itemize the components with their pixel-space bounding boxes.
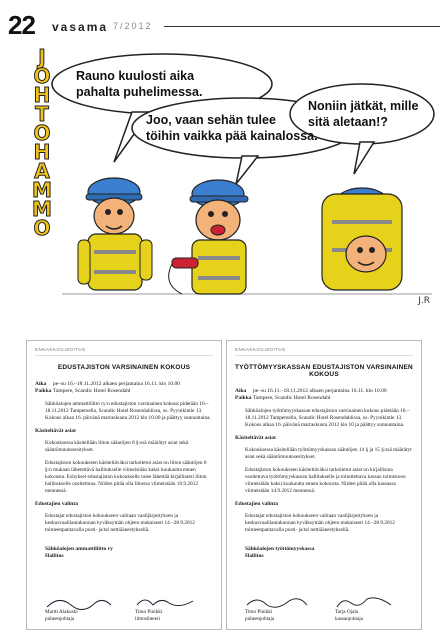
magazine-name: vasama [52, 20, 109, 34]
comic-strip [22, 44, 436, 310]
artist-mark: J.R [418, 296, 430, 306]
comic-illustration [22, 44, 436, 310]
bubble1-line2: pahalta puhelimessa. [76, 85, 203, 99]
notice-body: Sähköalojen ammattiliitto ry:n edustajiston varsinainen kokous pidetään 16.–18.11.2012 Tampereella, Scandic Hotel Rosendahlissa, os. Pyynikintie 13. Kokous alkaa 16. päivänä marraskuuta 2012 klo 10.00 ja päättyy sunnuntaina. [45, 401, 211, 421]
signers: Martti Alakoski puheenjohtaja Timo Pinikki liittosihteeri [45, 609, 163, 622]
notice-kicker: ENNAKKOILMOITUS [35, 347, 213, 356]
bubble2-line2: töihin vaikka pää kainalossa. [146, 129, 318, 143]
page-number: 22 [8, 10, 35, 40]
page-header [8, 10, 440, 44]
notice-body: Sähköalojen työttömyyskassan edustajiston varsinainen kokous pidetään 16.–18.11.2012 Tampereella, Scandic Hotel Rosendahlissa, os. Pyynikintie 13. Kokous alkaa 16. päivänä marraskuuta 2012 klo 10 ja päättyy sunnuntaina. [245, 408, 410, 428]
bubble1-line1: Rauno kuulosti aika [76, 69, 195, 83]
bubble3-line1: Noniin jätkät, mille [308, 99, 419, 113]
notice-subheading-election: Edustajien valinta [235, 501, 278, 507]
bubble3-line2: sitä aletaan!? [308, 115, 388, 129]
notice-kicker: ENNAKKOILMOITUS [235, 347, 413, 356]
bubble2-line1: Joo, vaan sehän tulee [146, 113, 276, 127]
notice-title: TYÖTTÖMYYSKASSAN EDUSTAJISTON VARSINAINEN KOKOUS [235, 364, 413, 378]
notice-subheading-matters: Käsiteltävät asiat [35, 428, 76, 434]
issue-number: 7/2012 [113, 21, 153, 31]
notice-subheading-election: Edustajien valinta [35, 501, 78, 507]
worker-right [322, 188, 402, 290]
notice-subheading-matters: Käsiteltävät asiat [235, 435, 276, 441]
worker-middle [169, 180, 248, 294]
notice-place-row: Paikka Tampere, Scandic Hotel Rosendahl [235, 395, 331, 401]
notice-fund-assembly: ENNAKKOILMOITUS TYÖTTÖMYYSKASSAN EDUSTAJISTON VARSINAINEN KOKOUS Aika pe–su 16.11.–18.11.2012 alkaen perjantaina 16.11. klo 10.00 Paikka Tampere, Scandic Hotel Rosendahl Sähköalojen työttömyyskassan edustajiston varsinainen kokous pidetään 16.–18.11.2012 Tampereella, Scandic Hotel Rosendahlissa, os. Pyynikintie 13. Kokous alkaa 16. päivänä marraskuuta 2012 klo 10 ja päättyy sunnuntaina. Käsiteltävät asiat Kokouksessa käsitellään työttömyyskassan sääntöjen 14 § ja 15 §:ssä määrätyt asiat sekä sääntömuutosesitykset. Edustajiston kokoukseen käsiteltäväksi tarkoitetut asiat on kirjallisina osoitettava työttömyyskassan hallitukselle ja toimitettava kassan toimistoon viimeistään kaksi kuukautta ennen kokousta. Niiden pitää olla kassassa viimeistään 14.9.2012 mennessä. Edustajien valinta Edustajat edustajiston kokoukseen valitaan vaalijärjestyksen ja keskusvaalilautakunnan hyväksymän ohjeen mukaisesti 14.–28.9.2012 toimeenpantavalla posti- ja/tai nettiäänestyksellä. Sähköalojen työttömyyskassa Hallitus Timo Pinikki puheenjohtaja Tarja Ojala kassanjohtaja [226, 340, 422, 630]
notice-time-row: Aika pe–su 16.–18.11.2012 alkaen perjantaina 16.11. klo 10.00 [35, 381, 180, 387]
comic-series-title: J O H T O H A M M O [32, 45, 52, 240]
notice-organisation: Sähköalojen ammattiliitto ry Hallitus [45, 546, 113, 559]
notice-union-assembly: ENNAKKOILMOITUS EDUSTAJISTON VARSINAINEN KOKOUS Aika pe–su 16.–18.11.2012 alkaen perjantaina 16.11. klo 10.00 Paikka Tampere, Scandic Hotel Rosendahl Sähköalojen ammattiliitto ry:n edustajiston varsinainen kokous pidetään 16.–18.11.2012 Tampereella, Scandic Hotel Rosendahlissa, os. Pyynikintie 13. Kokous alkaa 16. päivänä marraskuuta 2012 klo 10.00 ja päättyy sunnuntaina. Käsiteltävät asiat Kokouksessa käsitellään liiton sääntöjen 8 §:ssä määrätyt asiat sekä sääntömuutosesitykset. Edustajiston kokoukseen käsiteltäväksi tarkoitetut asiat on liiton sääntöjen 8 §:n mukaan lähetettävä hallitukselle viimeistään kaksi kuukautta ennen kokousta. Esitykset edustajiston kokoukselle tulee lähettää kirjallisesti liiton hallitukselle osoitettuna. Niiden pitää olla liitossa viimeistään 16.9.2012 mennessä. Edustajien valinta Edustajat edustajiston kokoukseen valitaan vaalijärjestyksen ja keskusvaalilautakunnan hyväksymän ohjeen mukaisesti 14.–28.9.2012 toimeenpantavalla posti- ja/tai nettiäänestyksellä. Sähköalojen ammattiliitto ry Hallitus Martti Alakoski puheenjohtaja Timo Pinikki liittosihteeri [26, 340, 222, 630]
notice-time-row: Aika pe–su 16.11.–18.11.2012 alkaen perjantaina 16.11. klo 10.00 [235, 388, 387, 394]
worker-left [78, 178, 152, 290]
header-rule [164, 26, 440, 27]
notice-organisation: Sähköalojen työttömyyskassa Hallitus [245, 546, 315, 559]
signers: Timo Pinikki puheenjohtaja Tarja Ojala kassanjohtaja [245, 609, 363, 622]
notice-title: EDUSTAJISTON VARSINAINEN KOKOUS [57, 364, 191, 371]
notice-place-row: Paikka Tampere, Scandic Hotel Rosendahl [35, 388, 131, 394]
